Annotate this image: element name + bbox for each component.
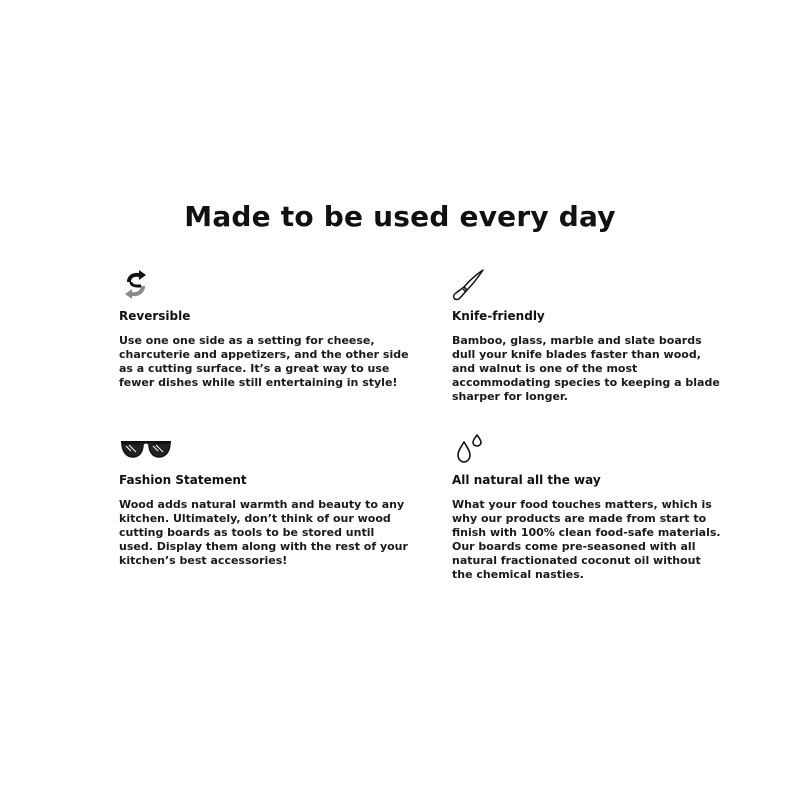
page-title: Made to be used every day bbox=[184, 200, 616, 233]
feature-knife-friendly bbox=[452, 268, 722, 404]
feature-title: All natural all the way bbox=[452, 473, 601, 487]
feature-description: Bamboo, glass, marble and slate boards dull your knife blades faster than wood, and walnut is one of the most accommodating species to keeping a blade sharper for longer. bbox=[452, 334, 720, 403]
reversible-arrows-icon bbox=[119, 268, 409, 302]
feature-description: Wood adds natural warmth and beauty to any kitchen. Ultimately, don’t think of our wood cutting boards as tools to be stored until used. Display them along with the rest of your kitchen’s best accessories! bbox=[119, 498, 408, 567]
feature-title: Knife-friendly bbox=[452, 309, 545, 323]
feature-title: Reversible bbox=[119, 309, 191, 323]
feature-fashion-statement bbox=[119, 432, 409, 568]
knife-icon bbox=[452, 268, 722, 302]
feature-description: Use one one side as a setting for cheese, charcuterie and appetizers, and the other side as a cutting surface. It’s a great way to use fewer dishes while still entertaining in style! bbox=[119, 334, 409, 389]
feature-title: Fashion Statement bbox=[119, 473, 247, 487]
sunglasses-icon bbox=[119, 432, 409, 466]
feature-reversible bbox=[119, 268, 409, 390]
feature-description: What your food touches matters, which is why our products are made from start to finish with 100% clean food-safe materials. Our boards come pre-seasoned with all natural fractionated coconut oil without the chemical nasties. bbox=[452, 498, 721, 581]
water-drops-icon bbox=[452, 432, 722, 466]
feature-all-natural bbox=[452, 432, 722, 582]
